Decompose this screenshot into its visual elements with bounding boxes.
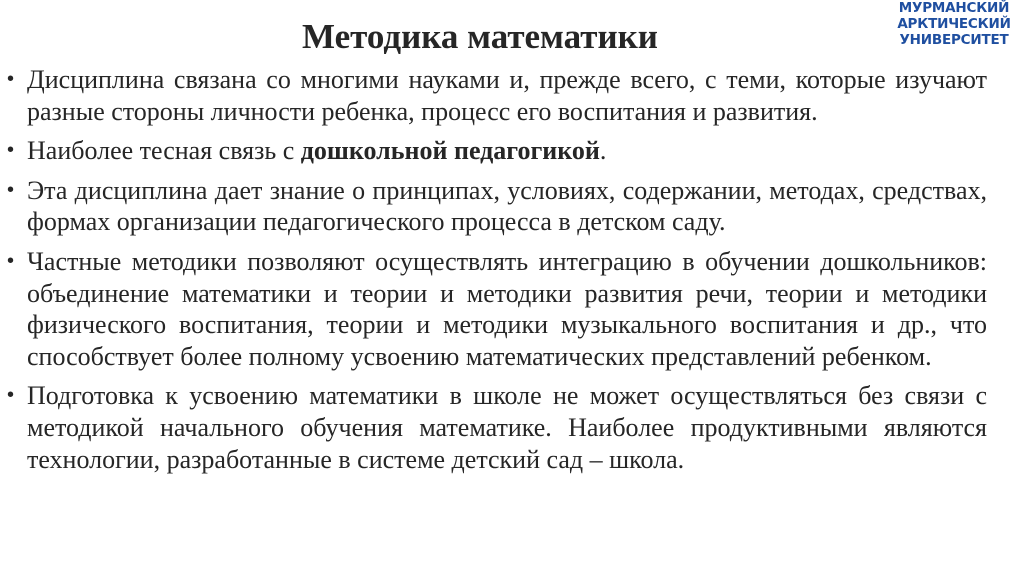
bullet-item-2	[0, 135, 1024, 167]
bullet-text: Дисциплина связана со многими науками и, прежде всего, с теми, которые изучают разные стороны личности ребенка, процесс его воспитания и развития.	[27, 65, 987, 126]
bullet-item-5	[0, 380, 1024, 475]
bullet-dot-icon: •	[7, 178, 15, 201]
slide-title: Методика математики	[302, 17, 658, 56]
bullet-dot-icon: •	[7, 139, 15, 162]
bullet-list	[0, 64, 1024, 483]
bullet-item-3	[0, 175, 1024, 238]
bullet-text: .	[599, 136, 607, 166]
bullet-text: Частные методики позволяют осуществлять интеграцию в обучении дошкольников: объединение математики и теории и методики развития речи, теории и методики физического воспитания, теории и методики музыкального воспитания и др., что способствует более полному усвоению математических представлений ребенком.	[27, 246, 987, 371]
bullet-item-1	[0, 64, 1024, 127]
bullet-dot-icon: •	[7, 68, 15, 90]
logo-line-3: УНИВЕРСИТЕТ	[899, 32, 1009, 48]
logo-line-2: АРКТИЧЕСКИЙ	[897, 16, 1011, 32]
bullet-dot-icon: •	[7, 384, 15, 407]
bullet-item-4	[0, 246, 1024, 372]
logo-line-1: МУРМАНСКИЙ	[898, 0, 1010, 16]
bullet-text-bold: дошкольной педагогикой	[300, 136, 600, 166]
bullet-dot-icon: •	[7, 249, 15, 272]
bullet-text: Подготовка к усвоению математики в школе не может осуществляться без связи с методикой начального обучения математике. Наиболее продуктивными являются технологии, разработанные в системе детский сад – школа.	[27, 381, 987, 474]
bullet-text: Наиболее тесная связь с	[27, 136, 301, 166]
bullet-text: Эта дисциплина дает знание о принципах, условиях, содержании, методах, средствах, формах организации педагогического процесса в детском саду.	[27, 175, 987, 237]
